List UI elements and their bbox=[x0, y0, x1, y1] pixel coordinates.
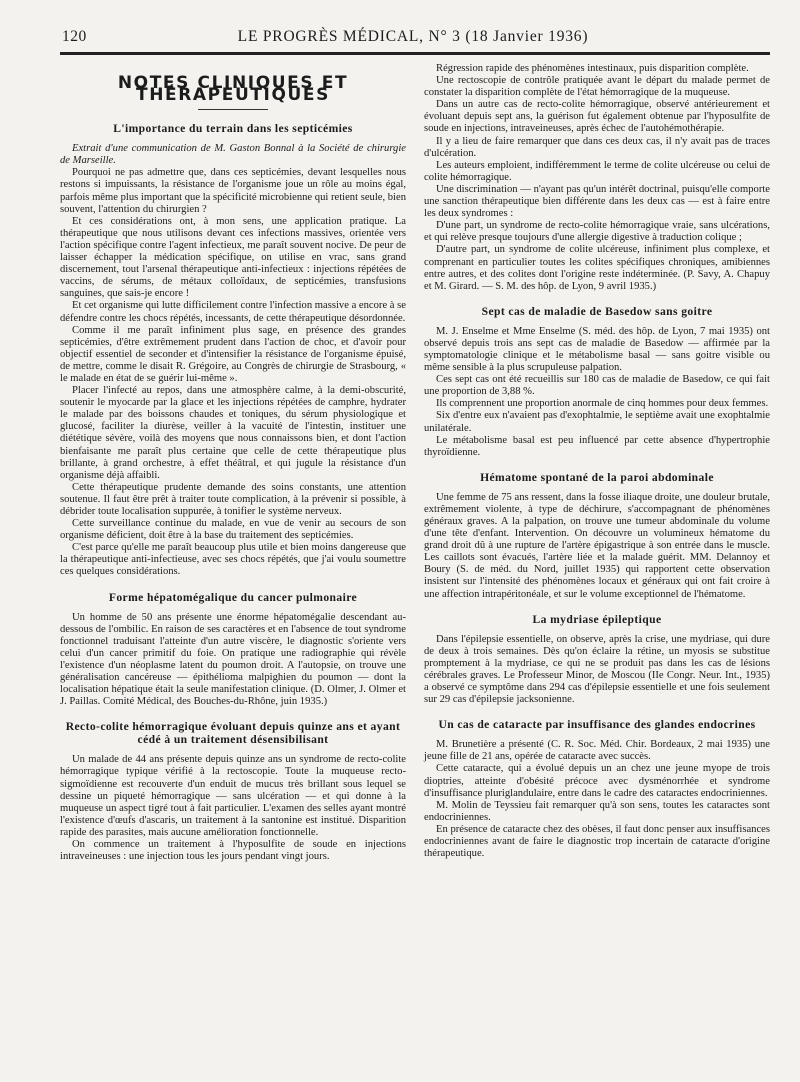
article-title-septicemies: L'importance du terrain dans les septicémies bbox=[113, 122, 353, 136]
paragraph: Cette thérapeutique prudente demande des soins constants, une attention soutenue. Il faut être prêt à traiter toute complication, à la prévenir si possible, à débrider toute localisation suppurée, à tonifier le système nerveux. bbox=[60, 481, 406, 517]
left-column bbox=[60, 63, 406, 863]
article-title-hematome: Hématome spontané de la paroi abdominale bbox=[480, 470, 714, 484]
article-title-cataracte: Un cas de cataracte par insuffisance des glandes endocrines bbox=[438, 718, 756, 732]
paragraph: Cette surveillance continue du malade, en vue de venir au secours de son organisme déficient, doit être à la base du traitement des septicémies. bbox=[60, 518, 406, 542]
paragraph: Une rectoscopie de contrôle pratiquée avant le départ du malade permet de constater la disparition complète de l'état hémorragique de la muqueuse. bbox=[424, 75, 770, 99]
paragraph: Une discrimination — n'ayant pas qu'un intérêt doctrinal, puisqu'elle comporte une sanction thérapeutique bien différente dans les deux cas — est à faire entre les deux syndromes : bbox=[424, 183, 770, 220]
paragraph: Dans un autre cas de recto-colite hémorragique, observé antérieurement et évoluant depuis sept ans, la guérison fut également obtenue par l'hyposulfite de soude en injections, intraveineuses, après échec de l'autohémothérapie. bbox=[424, 99, 770, 135]
article-title-mydriase: La mydriase épileptique bbox=[532, 612, 662, 626]
article-title-basedow: Sept cas de maladie de Basedow sans goitre bbox=[481, 304, 713, 318]
paragraph: Un homme de 50 ans présente une énorme hépatomégalie descendant au-dessous de l'ombilic. En raison de ses caractères et en l'absence de tout syndrome fonctionnel traduisant l'atteinte d'un autre viscère, le diagnostic s'oriente vers celui d'un cancer primitif du foie. On pratique une radiographie qui révèle l'existence d'un néoplasme latent du poumon droit. A l'autopsie, on trouve une généralisation cancéreuse — épithélioma malpighien du poumon — dont la localisation hépatique était la seule manifestation clinique. (D. Olmer, J. Olmer et J. Paillas. Comité Médical, des Bouches-du-Rhône, juin 1935.) bbox=[60, 611, 406, 708]
paragraph: Il y a lieu de faire remarquer que dans ces deux cas, il n'y avait pas de traces d'ulcération. bbox=[424, 135, 770, 159]
paragraph: Dans l'épilepsie essentielle, on observe, après la crise, une mydriase, qui dure de deux à trois semaines. Dès qu'on éclaire la rétine, un myosis se substitue promptement à la mydriase, ce qui ne se produit pas dans les cas de lésions cérébrales graves. Le Professeur Minor, de Moscou (IIe Congr. Neur. Int., 1935) a observé ce symptôme dans 294 cas d'épilepsie essentielle et une fois seulement sur 29 cas d'épilepsie jacksonienne. bbox=[424, 633, 770, 706]
article-title-cancer-pulmonaire: Forme hépatomégalique du cancer pulmonaire bbox=[108, 590, 358, 604]
columns bbox=[60, 63, 770, 863]
article-source: Extrait d'une communication de M. Gaston Bonnal à la Société de chirurgie de Marseille. bbox=[60, 143, 406, 167]
section-banner: NOTES CLINIQUES ET THÉRAPEUTIQUES bbox=[117, 73, 349, 106]
paragraph: On commence un traitement à l'hyposulfite de soude en injections intraveineuses : une injection tous les jours pendant vingt jours. bbox=[60, 838, 406, 863]
paragraph: C'est parce qu'elle me paraît beaucoup plus utile et bien moins dangereuse que la thérapeutique anti-infectieuse, avec ses chocs répétés, que j'ai voulu soumettre ces quelques considérations. bbox=[60, 542, 406, 578]
banner-rule bbox=[198, 109, 268, 110]
paragraph: Ils comprennent une proportion anormale de cinq hommes pour deux femmes. bbox=[436, 398, 769, 410]
journal-title: LE PROGRÈS MÉDICAL, N° 3 (18 Janvier 1936) bbox=[237, 28, 589, 45]
paragraph: Six d'entre eux n'avaient pas d'exophtalmie, le septième avait une exophtalmie unilatérale. bbox=[424, 410, 770, 434]
paragraph: M. Molin de Teyssieu fait remarquer qu'à son sens, toutes les cataractes sont endocriniennes. bbox=[424, 799, 770, 823]
paragraph: Et cet organisme qui lutte difficilement contre l'infection massive a encore à se défendre contre les chocs répétés, incessants, de cette thérapeutique désordonnée. bbox=[60, 300, 406, 324]
paragraph: Une femme de 75 ans ressent, dans la fosse iliaque droite, une douleur brutale, extrêmement violente, à type de déchirure, s'accompagnant de phénomènes généraux graves. A la palpation, on trouve une tumeur abdominale du volume d'une tête d'enfant. Intervention. On découvre un volumineux hématome du grand droit dû à une rupture de l'artère épigastrique à son entrée dans le muscle. Les caillots sont évacués, l'artère liée et la malade guérit. MM. Delannoy et Boury (S. de méd. du Nord, juillet 1935) qui rapportent cette observation insistent sur l'intensité des phénomènes locaux et généraux qui ont fait croire à une affection intrapéritonéale, et sur le volume exceptionnel de l'hématome. bbox=[424, 491, 770, 600]
paragraph: Régression rapide des phénomènes intestinaux, puis disparition complète. bbox=[436, 63, 749, 74]
paragraph: Les auteurs emploient, indifféremment le terme de colite ulcéreuse ou celui de colite hémorragique. bbox=[424, 159, 770, 183]
article-title-recto-colite: Recto-colite hémorragique évoluant depuis quinze ans et ayant cédé à un traitement désensibilisant bbox=[65, 720, 401, 747]
paragraph: Le métabolisme basal est peu influencé par cette absence d'hypertrophie thyroïdienne. bbox=[424, 434, 770, 458]
paragraph: Ces sept cas ont été recueillis sur 180 cas de maladie de Basedow, ce qui fait une proportion de 3,88 %. bbox=[424, 374, 770, 398]
paragraph: D'une part, un syndrome de recto-colite hémorragique vraie, sans ulcérations, et qui relève presque toujours d'une allergie digestive à traduction colique ; bbox=[424, 220, 770, 244]
right-column bbox=[424, 63, 770, 863]
paragraph: M. J. Enselme et Mme Enselme (S. méd. des hôp. de Lyon, 7 mai 1935) ont observé depuis trois ans sept cas de maladie de Basedow — affirmée par la symptomatologie clinique et le métabolisme basal — sans goitre visible ou même sensible à la plus scrupuleuse palpation. bbox=[424, 325, 770, 374]
paragraph: Un malade de 44 ans présente depuis quinze ans un syndrome de recto-colite hémorragique typique vérifié à la rectoscopie. Toute la muqueuse recto-sigmoïdienne est recouverte d'un enduit de mucus très brillant sous lequel se dessine un piqueté hémorragique — sans ulcération — et qui donne à la muqueuse un aspect tigré tout à fait particulier. L'examen des selles ayant montré l'existence d'œufs d'ascaris, un traitement à la santonine est institué. Disparition rapide des parasites, mais aucune amélioration fonctionnelle. bbox=[60, 754, 406, 838]
paragraph: Comme il me paraît infiniment plus sage, en présence des grandes septicémies, d'être extrêmement prudent dans l'action de choc, et d'avoir pour objectif essentiel de seconder et d'intensifier la résistance de l'organisme épuisé, de mettre, comme le disait R. Grégoire, au Congrès de chirurgie de Strasbourg, « le malade en état de se guérir lui-même ». bbox=[60, 324, 406, 384]
paragraph: Cette cataracte, qui a évolué depuis un an chez une jeune myope de trois dioptries, atteinte d'obésité précoce avec dysménorrhée et syndrome d'insuffisance pluriglandulaire, entre dans le cadre des cataractes endocriniennes. bbox=[424, 763, 770, 799]
paragraph: M. Brunetière a présenté (C. R. Soc. Méd. Chir. Bordeaux, 2 mai 1935) une jeune fille de 21 ans, opérée de cataracte avec succès. bbox=[424, 739, 770, 763]
paragraph: Et ces considérations ont, à mon sens, une application pratique. La thérapeutique que nous utilisons devant ces infections massives, orientée vers l'action spécifique contre l'agent infectieux, me paraît souvent nocive. De peur de laisser échapper la médication spécifique, on utilise en vrac, sans grand discernement, tout l'arsenal thérapeutique anti-infectieux : injections répétées de vaccins, de sérums, de métaux colloïdaux, de septicémies, transfusions sanguines, que sais-je encore ! bbox=[60, 215, 406, 300]
page-header bbox=[32, 28, 770, 46]
paragraph: Pourquoi ne pas admettre que, dans ces septicémies, devant lesquelles nous restons si impuissants, la résistance de l'organisme joue un rôle au moins égal, parfois même plus important que la spécificité microbienne qui retient seule, bien souvent, l'attention du chirurgien ? bbox=[60, 167, 406, 215]
paragraph: D'autre part, un syndrome de colite ulcéreuse, infiniment plus complexe, et comprenant en particulier toutes les colites spécifiques chroniques, amibiennes entre autres, et des colites dont l'origine reste indéterminée. (P. Savy, A. Chapuy et M. Girard. — S. M. des hôp. de Lyon, 9 avril 1935.) bbox=[424, 244, 770, 292]
header-rule bbox=[60, 52, 770, 55]
paragraph: Placer l'infecté au repos, dans une atmosphère calme, à la demi-obscurité, soutenir le myocarde par la glace et les injections répétées de camphre, hydrater le malade par des boissons chaudes et toniques, du sérum physiologique et glucosé, faciliter la diurèse, veiller à la vacuité de l'intestin, instituer une diététique sévère, voilà des moyens que nous connaissons bien, et dont l'action bienfaisante me paraît plus certaine que celle de cette thérapeutique plus brillante, à grand orchestre, à effet théâtral, et qui jugule la résistance d'un organisme déjà affaibli. bbox=[60, 385, 406, 481]
page-number: 120 bbox=[62, 28, 87, 45]
paragraph: En présence de cataracte chez des obèses, il faut donc penser aux insuffisances endocriniennes avant de faire le diagnostic trop incertain de cataracte d'origine thérapeutique. bbox=[424, 823, 770, 860]
